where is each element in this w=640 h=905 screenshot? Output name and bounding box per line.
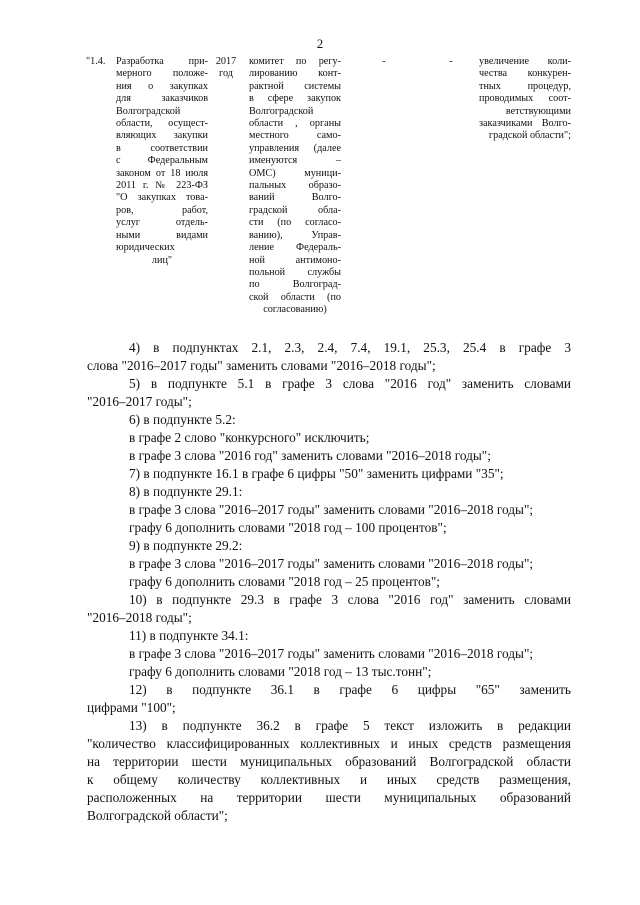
paragraph-line: в графе 3 слова "2016–2017 годы" заменить словами "2016–2018 годы"; [129, 556, 534, 571]
executor-line: области , органы [249, 118, 341, 130]
paragraph-line: расположенных на территории шести муниципальных образований [87, 790, 571, 805]
measure-name-line: Волгоградской [116, 105, 181, 117]
deadline-cell [212, 56, 240, 81]
executor-line: рактной системы [249, 80, 341, 92]
executor-cell [249, 56, 341, 317]
executor-line: местного само- [249, 130, 341, 142]
paragraph-line: 7) в подпункте 16.1 в графе 6 цифры "50" заменить цифрами "35"; [129, 466, 504, 481]
executor-line: лированию конт- [249, 68, 341, 80]
measure-name-line: для заказчиков [116, 93, 208, 105]
executor-line: ление Федераль- [249, 242, 341, 254]
paragraph-line: в графе 3 слова "2016–2017 годы" заменить словами "2016–2018 годы"; [129, 502, 534, 517]
measure-name-line: законом от 18 июля [116, 167, 208, 179]
result-line: тных процедур, [479, 80, 571, 92]
paragraph-line: в графе 3 слова "2016 год" заменить словами "2016–2018 годы"; [129, 448, 491, 463]
paragraph-line: "количество классифицированных коллективных и иных средств размещения [87, 736, 571, 751]
paragraph-line: 13) в подпункте 36.2 в графе 5 текст изложить в редакции [129, 718, 571, 733]
paragraph-line: 6) в подпункте 5.2: [129, 412, 236, 427]
paragraph-line: Волгоградской области"; [87, 808, 228, 823]
measure-name-line: юридических [116, 242, 175, 254]
paragraph-line: 9) в подпункте 29.2: [129, 538, 243, 553]
paragraph-line: 8) в подпункте 29.1: [129, 484, 243, 499]
executor-line: ной антимоно- [249, 254, 341, 266]
result-line: заказчиками Волго- [479, 118, 571, 130]
measure-name-line: ния о закупках [116, 80, 208, 92]
executor-line: по Волгоград- [249, 279, 341, 291]
executor-line: градской обла- [249, 204, 341, 216]
paragraph-line: 11) в подпункте 34.1: [129, 628, 249, 643]
amendments-text [87, 339, 571, 825]
executor-line: ОМС) муници- [249, 167, 341, 179]
executor-line: согласованию) [263, 304, 327, 316]
paragraph-line: "2016–2018 годы"; [87, 610, 192, 625]
paragraph-line: графу 6 дополнить словами "2018 год – 100 процентов"; [129, 520, 447, 535]
result-line: градской области"; [488, 130, 571, 142]
result-line: чества конкурен- [479, 68, 571, 80]
dash-cell: - [382, 56, 386, 67]
measure-name-line: с Федеральным [116, 155, 208, 167]
measure-name-cell [116, 56, 208, 267]
executor-line: Волгоградской [249, 105, 314, 117]
row-number: "1.4. [86, 56, 106, 67]
paragraph-line: графу 6 дополнить словами "2018 год – 25 процентов"; [129, 574, 440, 589]
paragraph-line: 12) в подпункте 36.1 в графе 6 цифры "65" заменить [129, 682, 571, 697]
executor-line: сти (по согласо- [249, 217, 341, 229]
measure-name-line: 2011 г. № 223-ФЗ [116, 180, 208, 192]
paragraph-line: к общему количеству коллективных и иных средств размещения, [87, 772, 571, 787]
executor-line: польной службы [249, 266, 341, 278]
measure-name-line: услуг отдель- [116, 217, 208, 229]
paragraph-line: цифрами "100"; [87, 700, 176, 715]
executor-line: управления (далее [249, 142, 341, 154]
measure-name-line: в соответствии [116, 142, 208, 154]
measure-name-line: "О закупках това- [116, 192, 208, 204]
result-cell [479, 56, 571, 143]
result-line: ветствующими [505, 105, 571, 117]
measure-name-line: области, осущест- [116, 118, 208, 130]
paragraph-line: 5) в подпункте 5.1 в графе 3 слова "2016 год" заменить словами [129, 376, 571, 391]
executor-line: ваний Волго- [249, 192, 341, 204]
measure-name-line: ными видами [116, 229, 208, 241]
executor-line: пальных образо- [249, 180, 341, 192]
measure-name-line: мерного положе- [116, 68, 208, 80]
paragraph-line: слова "2016–2017 годы" заменить словами "2016–2018 годы"; [87, 358, 436, 373]
paragraph-line: "2016–2017 годы"; [87, 394, 192, 409]
measure-name-line: ров, работ, [116, 204, 208, 216]
paragraph-line: в графе 2 слово "конкурсного" исключить; [129, 430, 370, 445]
page-number: 2 [316, 36, 324, 51]
executor-line: комитет по регу- [249, 56, 341, 67]
measure-name-line: лиц" [151, 254, 173, 266]
paragraph-line: 4) в подпунктах 2.1, 2.3, 2.4, 7.4, 19.1, 25.3, 25.4 в графе 3 [129, 340, 571, 355]
result-line: увеличение коли- [479, 56, 571, 67]
result-line: проводимых соот- [479, 93, 571, 105]
paragraph-line: 10) в подпункте 29.3 в графе 3 слова "2016 год" заменить словами [129, 592, 571, 607]
measure-name-line: вляющих закупки [116, 130, 208, 142]
executor-line: ской области (по [249, 291, 341, 303]
deadline-line: год [219, 68, 233, 80]
executor-line: в сфере закупок [249, 93, 341, 105]
executor-line: именуются – [249, 155, 341, 167]
executor-line: ванию), Управ- [249, 229, 341, 241]
paragraph-line: на территории шести муниципальных образований Волгоградской области [87, 754, 571, 769]
paragraph-line: в графе 3 слова "2016–2017 годы" заменить словами "2016–2018 годы"; [129, 646, 534, 661]
dash-cell: - [449, 56, 453, 67]
paragraph-line: графу 6 дополнить словами "2018 год – 13 тыс.тонн"; [129, 664, 432, 679]
measure-name-line: Разработка при- [116, 56, 208, 67]
deadline-line: 2017 [215, 56, 237, 67]
